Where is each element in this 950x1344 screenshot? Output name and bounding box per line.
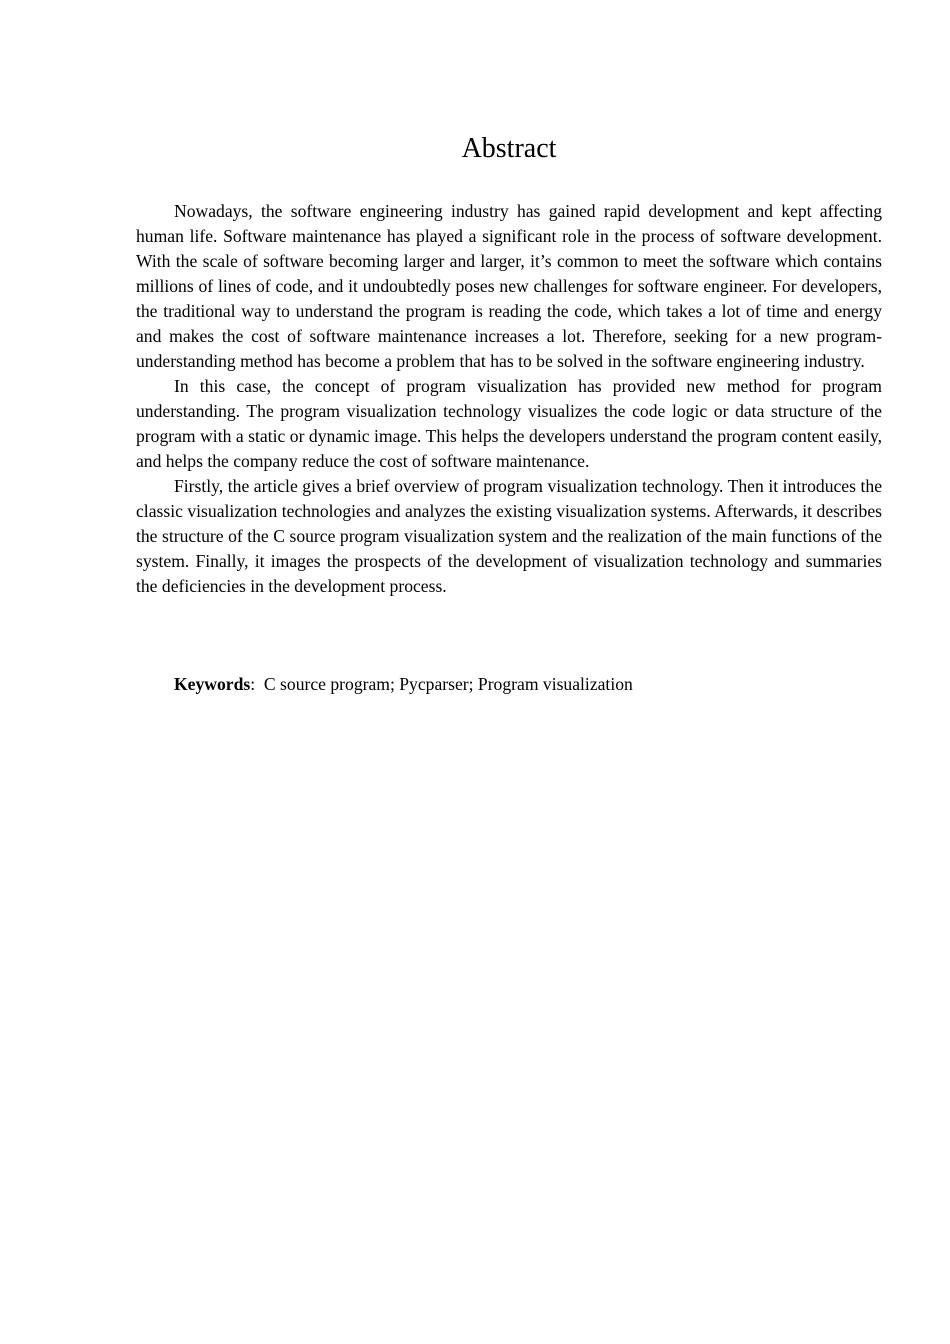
abstract-paragraph-3: Firstly, the article gives a brief overview of program visualization technology. Then it introduces the classic visualization technologies and analyzes the existing visualization systems. Afterwards, it describes the structure of the C source program visualization system and the realization of the main functions of the system. Finally, it images the prospects of the development of visualization technology and summaries the deficiencies in the development process. [136,476,882,596]
keywords-separator: : [250,674,256,694]
abstract-body [136,199,882,599]
abstract-title: Abstract [461,133,557,164]
keywords-label: Keywords [174,674,251,694]
abstract-paragraph-2: In this case, the concept of program visualization has provided new method for program understanding. The program visualization technology visualizes the code logic or data structure of the program with a static or dynamic image. This helps the developers understand the program content easily, and helps the company reduce the cost of software maintenance. [136,376,882,471]
abstract-paragraph-1: Nowadays, the software engineering industry has gained rapid development and kept affecting human life. Software maintenance has played a significant role in the process of software development. With the scale of software becoming larger and larger, it’s common to meet the software which contains millions of lines of code, and it undoubtedly poses new challenges for software engineer. For developers, the traditional way to understand the program is reading the code, which takes a lot of time and energy and makes the cost of software maintenance increases a lot. Therefore, seeking for a new program-understanding method has become a problem that has to be solved in the software engineering industry. [136,201,882,371]
keywords-line [174,672,633,697]
keywords-text: C source program; Pycparser; Program visualization [263,674,633,694]
